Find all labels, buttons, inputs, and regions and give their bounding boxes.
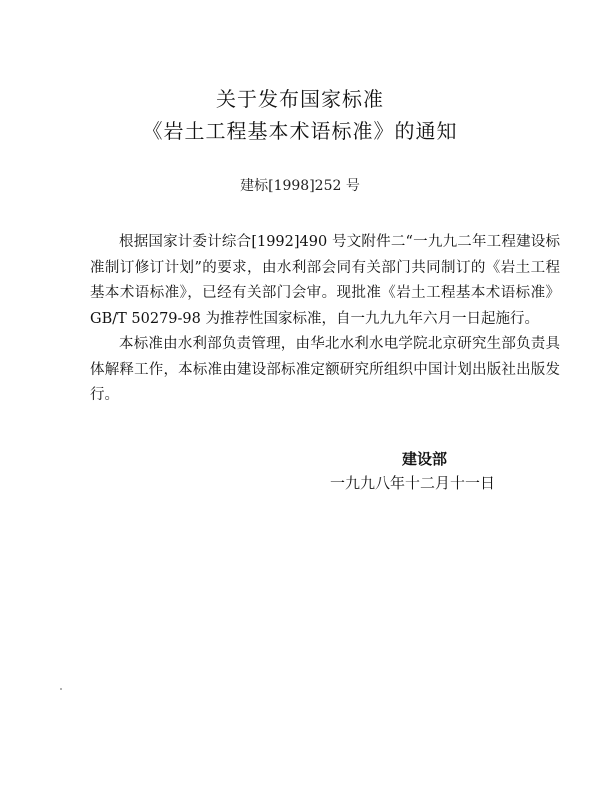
signature-date: 一九九八年十二月十一日	[330, 474, 496, 492]
body-paragraph-2: 本标准由水利部负责管理，由华北水利水电学院北京研究生部负责具体解释工作，本标准由建设部标准定额研究所组织中国计划出版社出版发行。	[90, 336, 560, 403]
notice-title-line-1: 关于发布国家标准	[216, 87, 384, 111]
body-paragraph-1: 根据国家计委计综合[1992]490 号文附件二“一九九二年工程建设标准制订修订计划”的要求，由水利部会同有关部门共同制订的《岩土工程基本术语标准》，已经有关部门会审。现批准《岩土工程基本术语标准》GB/T 50279-98 为推荐性国家标准，自一九九九年六月一日起施行。	[90, 234, 560, 327]
notice-title-line-2: 《岩土工程基本术语标准》的通知	[142, 119, 458, 143]
document-number: 建标[1998]252 号	[240, 178, 360, 194]
scan-speck	[60, 688, 62, 690]
notice-body	[90, 230, 560, 409]
signature-organization: 建设部	[402, 450, 448, 468]
